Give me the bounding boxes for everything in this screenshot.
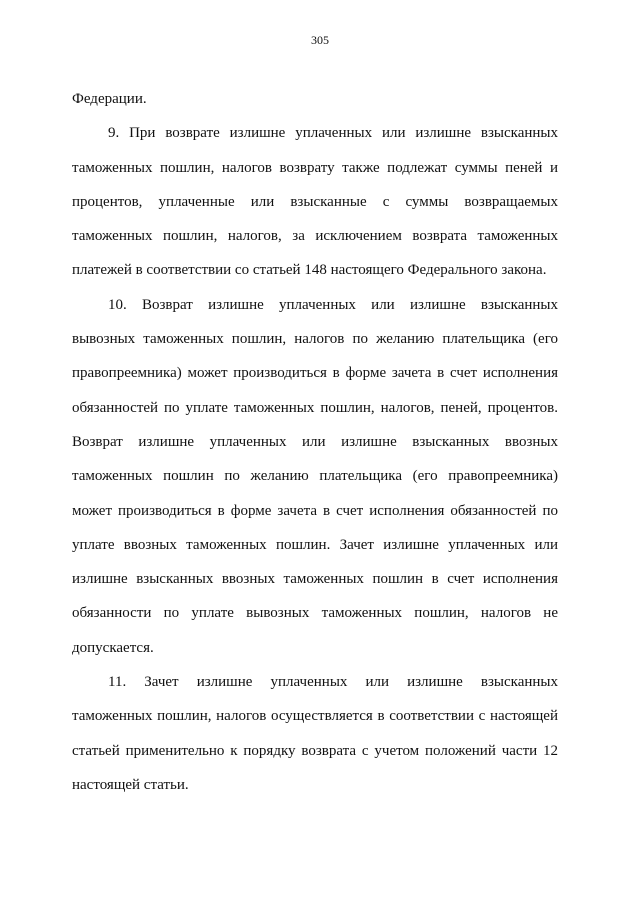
text-line: вывозных таможенных пошлин, налогов по желанию плательщика (его <box>72 331 558 348</box>
text-line: 10. Возврат излишне уплаченных или излишне взысканных <box>108 296 558 313</box>
text-line: таможенных пошлин, налогов, за исключением возврата таможенных <box>72 228 558 245</box>
text-line: 11. Зачет излишне уплаченных или излишне взысканных <box>108 674 558 691</box>
text-line: таможенных пошлин, налогов осуществляется в соответствии с настоящей <box>72 708 558 725</box>
text-line: платежей в соответствии со статьей 148 настоящего Федерального закона. <box>72 262 547 279</box>
text-line: 9. При возврате излишне уплаченных или излишне взысканных <box>108 125 558 142</box>
text-line: Возврат излишне уплаченных или излишне взысканных ввозных <box>72 433 558 450</box>
text-line: допускается. <box>72 639 154 656</box>
text-line: обязанности по уплате вывозных таможенных пошлин, налогов не <box>72 605 558 622</box>
text-line: настоящей статьи. <box>72 776 189 793</box>
text-line: таможенных пошлин, налогов возврату также подлежат суммы пеней и <box>72 159 558 176</box>
text-line: процентов, уплаченные или взысканные с суммы возвращаемых <box>72 193 558 210</box>
text-line: статьей применительно к порядку возврата с учетом положений части 12 <box>72 742 558 759</box>
text-line: таможенных пошлин по желанию плательщика (его правопреемника) <box>72 468 558 485</box>
text-line: уплате ввозных таможенных пошлин. Зачет излишне уплаченных или <box>72 536 558 553</box>
page-number: 305 <box>311 33 329 47</box>
text-line: излишне взысканных ввозных таможенных пошлин в счет исполнения <box>72 571 558 588</box>
text-line: обязанностей по уплате таможенных пошлин, налогов, пеней, процентов. <box>72 399 558 416</box>
text-line: может производиться в форме зачета в счет исполнения обязанностей по <box>72 502 558 519</box>
document-body <box>72 82 558 802</box>
text-line: Федерации. <box>72 91 147 107</box>
text-line: правопреемника) может производиться в форме зачета в счет исполнения <box>72 365 558 382</box>
